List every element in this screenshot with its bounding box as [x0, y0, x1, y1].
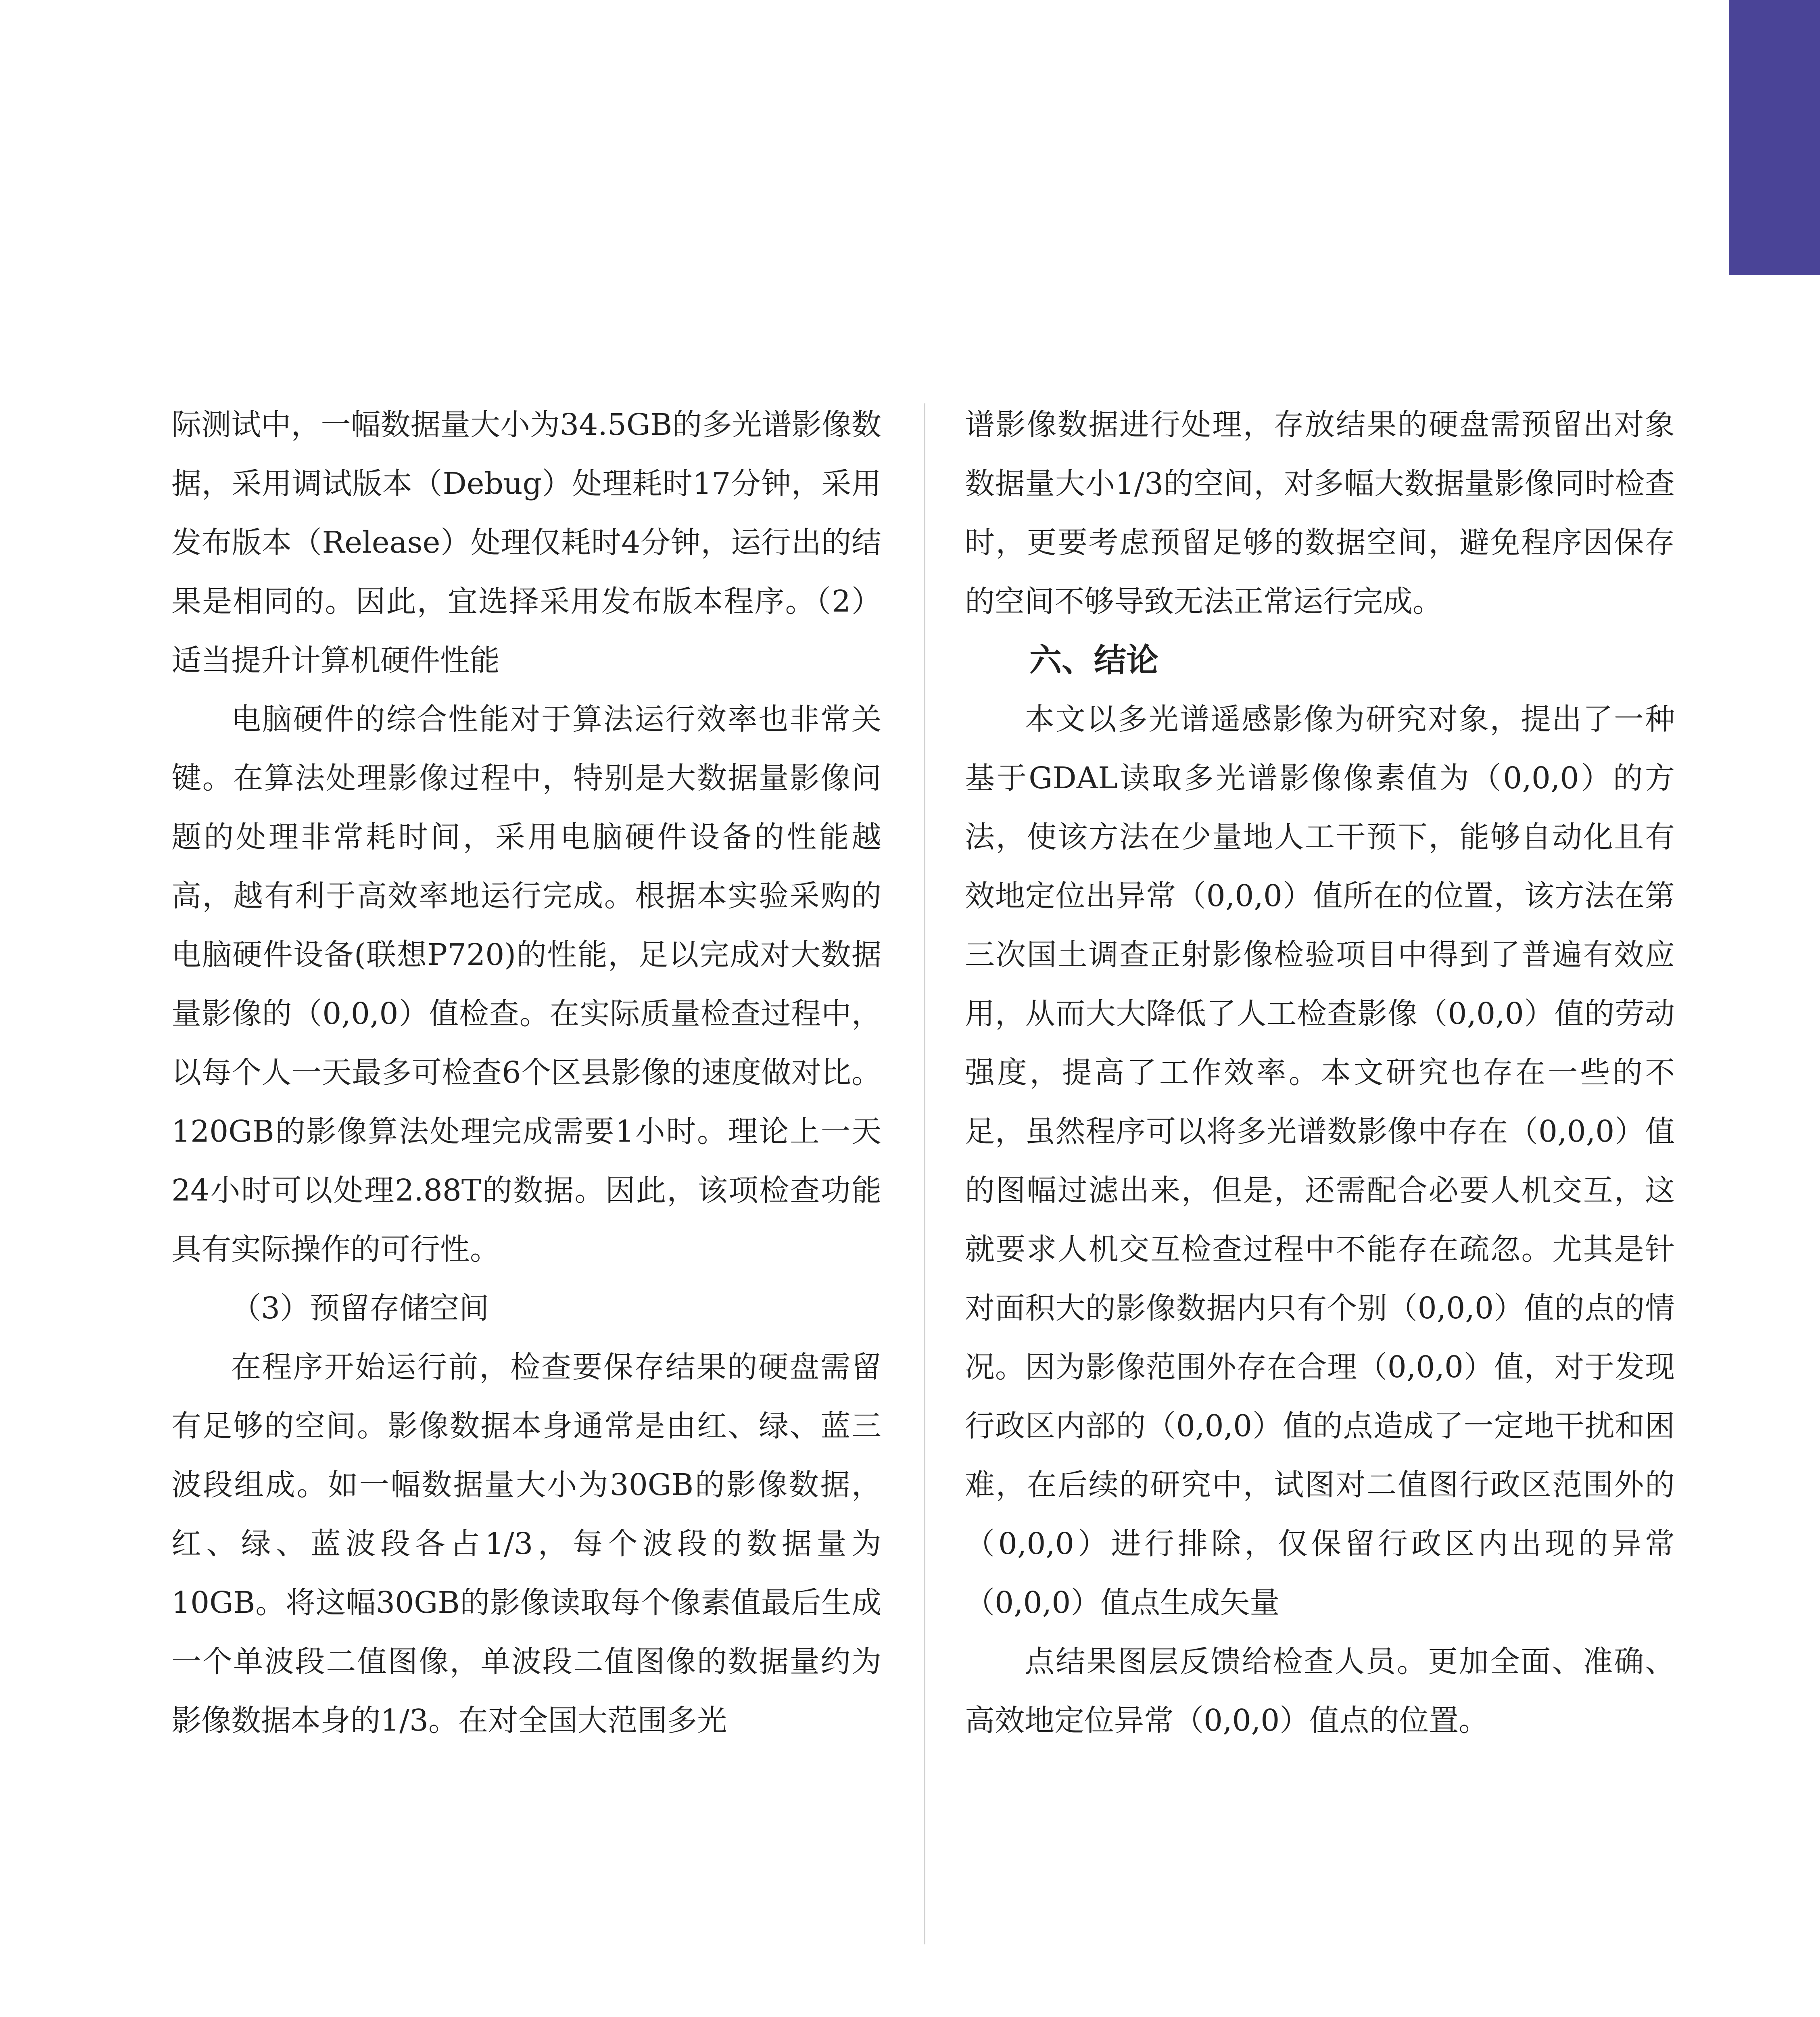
left-paragraph-1: 际测试中，一幅数据量大小为34.5GB的多光谱影像数据，采用调试版本（Debug）处理耗时17分钟，采用发布版本（Release）处理仅耗时4分钟，运行出的结果是相同的。因此，宜选择采用发布版本程序。（2）适当提升计算机硬件性能 — [171, 407, 881, 678]
left-column — [171, 395, 881, 1750]
right-paragraph-2: 本文以多光谱遥感影像为研究对象，提出了一种基于GDAL读取多光谱影像像素值为（0,0,0）的方法，使该方法在少量地人工干预下，能够自动化且有效地定位出异常（0,0,0）值所在的位置，该方法在第三次国土调查正射影像检验项目中得到了普遍有效应用，从而大大降低了人工检查影像（0,0,0）值的劳动强度，提高了工作效率。本文研究也存在一些的不足，虽然程序可以将多光谱数影像中存在（0,0,0）值的图幅过滤出来，但是，还需配合必要人机交互，这就要求人机交互检查过程中不能存在疏忽。尤其是针对面积大的影像数据内只有个别（0,0,0）值的点的情况。因为影像范围外存在合理（0,0,0）值，对于发现行政区内部的（0,0,0）值的点造成了一定地干扰和困难，在后续的研究中，试图对二值图行政区范围外的（0,0,0）进行排除，仅保留行政区内出现的异常（0,0,0）值点生成矢量 — [965, 702, 1675, 1620]
left-paragraph-2: 电脑硬件的综合性能对于算法运行效率也非常关键。在算法处理影像过程中，特别是大数据量影像问题的处理非常耗时间，采用电脑硬件设备的性能越高，越有利于高效率地运行完成。根据本实验采购的电脑硬件设备(联想P720)的性能，足以完成对大数据量影像的（0,0,0）值检查。在实际质量检查过程中，以每个人一天最多可检查6个区县影像的速度做对比。120GB的影像算法处理完成需要1小时。理论上一天24小时可以处理2.88T的数据。因此，该项检查功能具有实际操作的可行性。 — [171, 702, 881, 1267]
left-paragraph-4: 在程序开始运行前，检查要保存结果的硬盘需留有足够的空间。影像数据本身通常是由红、绿、蓝三波段组成。如一幅数据量大小为30GB的影像数据，红、绿、蓝波段各占1/3，每个波段的数据量为10GB。将这幅30GB的影像读取每个像素值最后生成一个单波段二值图像，单波段二值图像的数据量约为影像数据本身的1/3。在对全国大范围多光 — [171, 1350, 881, 1738]
section-heading-conclusion: 六、结论 — [1029, 641, 1158, 679]
right-paragraph-3: 点结果图层反馈给检查人员。更加全面、准确、高效地定位异常（0,0,0）值点的位置。 — [965, 1644, 1675, 1738]
column-divider — [924, 403, 925, 1944]
chapter-tab — [1729, 0, 1820, 275]
left-subheading-3: （3）预留存储空间 — [231, 1291, 489, 1326]
right-paragraph-1: 谱影像数据进行处理，存放结果的硬盘需预留出对象数据量大小1/3的空间，对多幅大数据量影像同时检查时，更要考虑预留足够的数据空间，避免程序因保存的空间不够导致无法正常运行完成。 — [965, 407, 1675, 619]
right-column — [965, 395, 1675, 1750]
